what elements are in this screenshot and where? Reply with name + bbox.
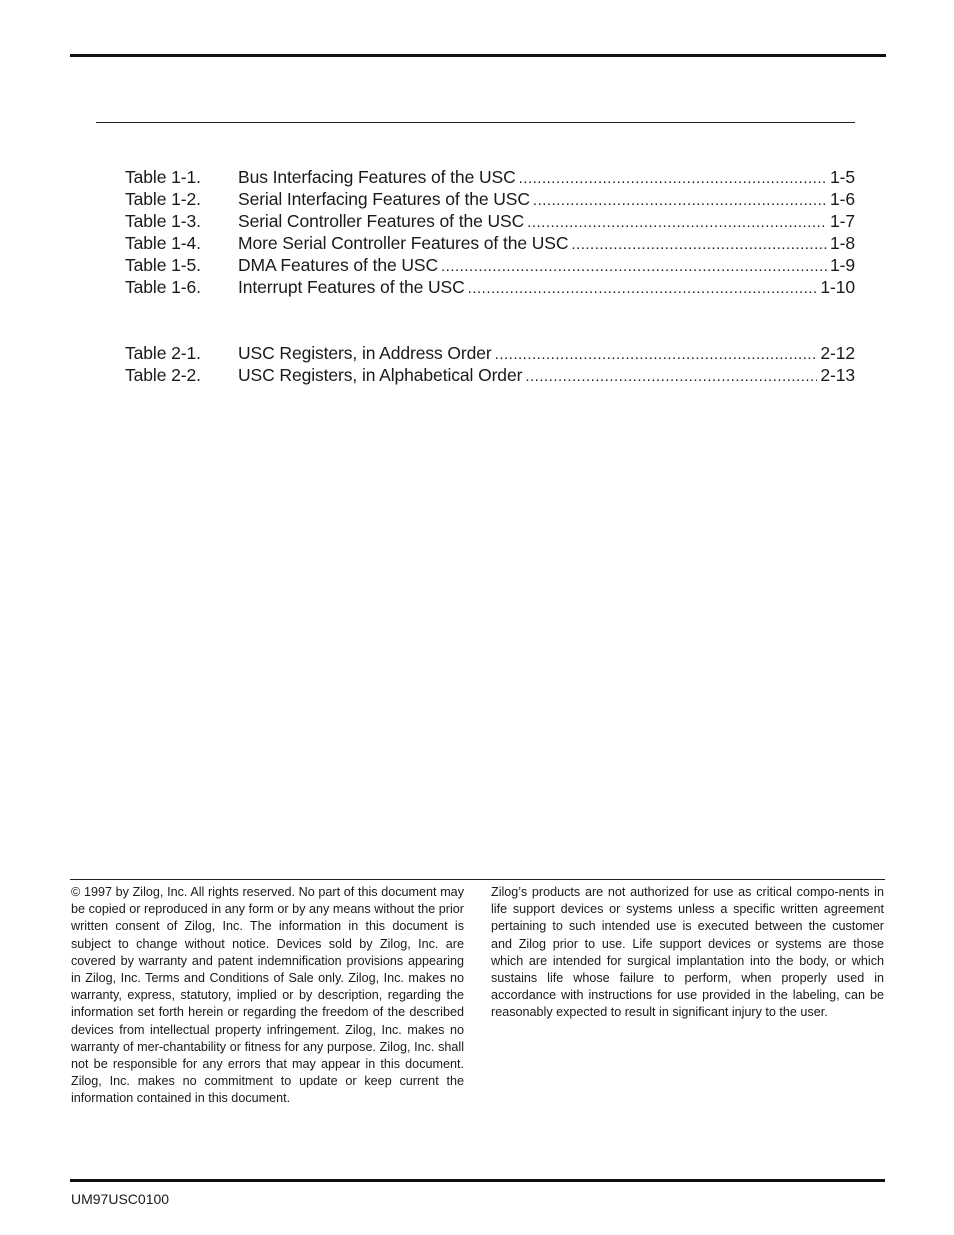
- page-number: 1-7: [830, 211, 855, 231]
- table-number: Table 1-6.: [125, 277, 201, 297]
- table-title: Interrupt Features of the USC: [238, 277, 465, 297]
- dot-leader: [468, 278, 818, 300]
- table-title: More Serial Controller Features of the USC: [238, 233, 569, 253]
- bottom-rule: [70, 1179, 885, 1182]
- dot-leader: [495, 344, 818, 366]
- dot-leader: [571, 234, 827, 256]
- page-number: 1-5: [830, 167, 855, 187]
- table-title: Serial Interfacing Features of the USC: [238, 189, 530, 209]
- dot-leader: [441, 256, 827, 278]
- toc-entry[interactable]: [125, 166, 855, 188]
- toc-entry[interactable]: [125, 232, 855, 254]
- page-number: 1-8: [830, 233, 855, 253]
- table-number: Table 1-4.: [125, 233, 201, 253]
- table-number: Table 2-1.: [125, 343, 201, 363]
- table-number: Table 2-2.: [125, 365, 201, 385]
- top-rule: [70, 54, 886, 57]
- page-number: 1-9: [830, 255, 855, 275]
- toc-entry[interactable]: [125, 342, 855, 364]
- table-title: Bus Interfacing Features of the USC: [238, 167, 516, 187]
- document-id: UM97USC0100: [71, 1191, 170, 1207]
- table-title: DMA Features of the USC: [238, 255, 439, 275]
- toc-entry[interactable]: [125, 210, 855, 232]
- toc-entry[interactable]: [125, 364, 855, 386]
- page-number: 2-12: [820, 343, 855, 363]
- toc-entry[interactable]: [125, 254, 855, 276]
- page-number: 1-6: [830, 189, 855, 209]
- table-number: Table 1-2.: [125, 189, 201, 209]
- copyright-notice: © 1997 by Zilog, Inc. All rights reserved. No part of this document may be copied or reproduced in any form or by any means without the prior written consent of Zilog, Inc. The information in this document is subject to change without notice. Devices sold by Zilog, Inc. are covered by warranty and patent indemnification provisions appearing in Zilog, Inc. Terms and Conditions of Sale only. Zilog, Inc. makes no warranty, express, statutory, implied or by description, regarding the information set forth herein or regarding the freedom of the described devices from intellectual property infringement. Zilog, Inc. makes no warranty of mer-chantability or fitness for any purpose. Zilog, Inc. shall not be responsible for any errors that may appear in this document. Zilog, Inc. makes no commitment to update or keep current the information contained in this document.: [71, 885, 464, 1106]
- footer-rule: [70, 879, 885, 880]
- table-title: USC Registers, in Alphabetical Order: [238, 365, 523, 385]
- list-of-tables-chapter-2: [125, 342, 855, 386]
- toc-entry[interactable]: [125, 276, 855, 298]
- heading-rule: [96, 122, 855, 123]
- table-title: Serial Controller Features of the USC: [238, 211, 525, 231]
- list-of-tables-chapter-1: [125, 166, 855, 298]
- toc-entry[interactable]: [125, 188, 855, 210]
- table-number: Table 1-5.: [125, 255, 201, 275]
- page-number: 2-13: [820, 365, 855, 385]
- table-number: Table 1-3.: [125, 211, 201, 231]
- page-number: 1-10: [820, 277, 855, 297]
- dot-leader: [527, 212, 827, 234]
- dot-leader: [525, 366, 817, 388]
- dot-leader: [519, 168, 827, 190]
- table-title: USC Registers, in Address Order: [238, 343, 492, 363]
- life-support-notice: Zilog’s products are not authorized for use as critical compo-nents in life support devices or systems unless a specific written agreement pertaining to such intended use is executed between the customer and Zilog prior to use. Life support devices or systems are those which are intended for surgical implantation into the body, or which sustains life whose failure to perform, when properly used in accordance with instructions for use provided in the labeling, can be reasonably expected to result in significant injury to the user.: [491, 885, 884, 1020]
- table-number: Table 1-1.: [125, 167, 201, 187]
- dot-leader: [533, 190, 827, 212]
